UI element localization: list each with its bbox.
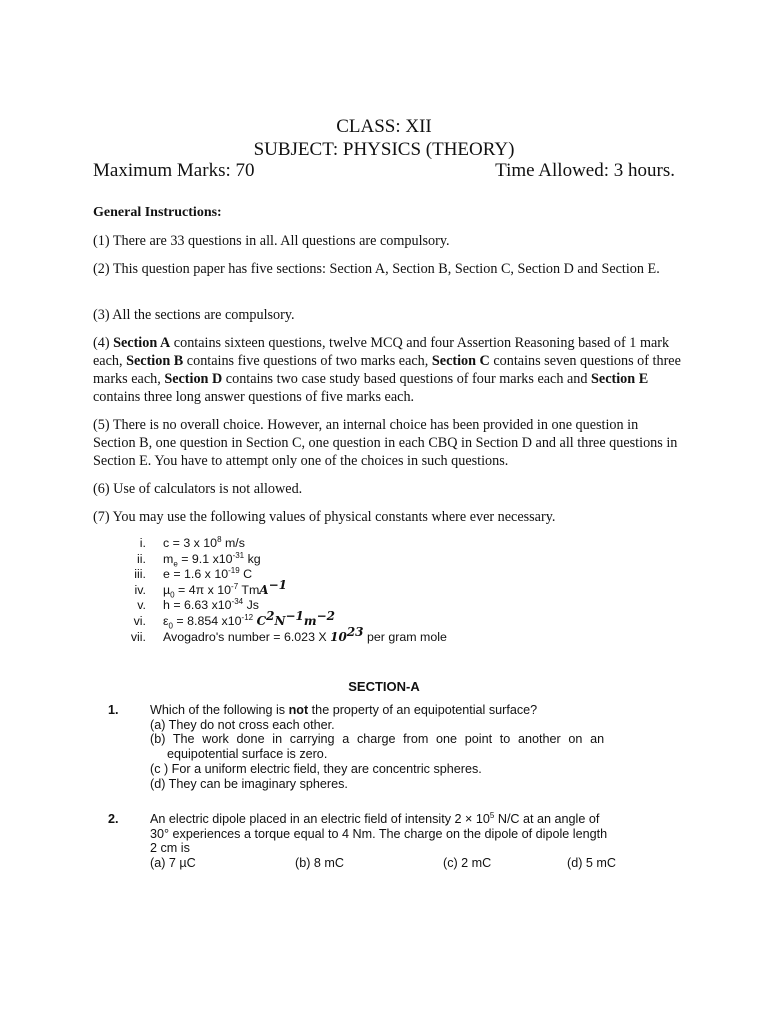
constant-math: A — [259, 582, 269, 597]
question-number: 2. — [108, 812, 119, 826]
constant-exponent: −1 — [285, 608, 304, 623]
instruction-4-text: contains five questions of two marks each, — [183, 353, 432, 369]
constant-subscript: 0 — [168, 621, 173, 631]
constant-text: Avogadro's number = 6.023 X — [163, 629, 331, 644]
question-stem — [150, 812, 635, 827]
constant-text: h = 6.63 x10 — [163, 598, 232, 613]
constant-exponent: 8 — [217, 534, 222, 544]
option-b-text: equipotential surface is zero. — [167, 747, 328, 762]
instruction-2: (2) This question paper has five sections: Section A, Section B, Section C, Section D and Section E. — [93, 261, 660, 277]
section-a-title: SECTION-A — [348, 679, 420, 694]
maximum-marks: Maximum Marks: 70 — [93, 160, 255, 181]
section-d-ref: Section D — [164, 371, 223, 387]
constant-value — [163, 552, 261, 568]
constant-item — [110, 608, 447, 631]
instruction-4-text: contains two case study based questions of four marks each and — [222, 371, 592, 387]
constant-number: vii. — [130, 629, 146, 644]
stem-text: Which of the following is — [150, 703, 289, 717]
constant-exponent: 2 — [266, 608, 275, 623]
instruction-4-text: contains sixteen questions, twelve MCQ and four Assertion Reasoning based of 1 mark each, — [93, 335, 670, 369]
constants-list — [110, 536, 447, 645]
question-body — [150, 812, 635, 871]
instruction-6: (6) Use of calculators is not allowed. — [93, 481, 303, 497]
constant-exponent: −2 — [316, 608, 335, 623]
option-c: (c ) For a uniform electric field, they are concentric spheres. — [150, 761, 482, 776]
constant-item — [110, 536, 447, 552]
instruction-4-text: contains three long answer questions of five marks each. — [93, 389, 415, 405]
constant-number: v. — [137, 598, 146, 613]
stem-text: N/C at an angle of — [494, 812, 600, 826]
constant-unit: m/s — [221, 536, 245, 550]
section-a-ref: Section A — [113, 335, 171, 351]
constant-unit: per gram mole — [363, 629, 447, 644]
constant-text: µ — [163, 582, 171, 597]
constant-text: = 8.854 x10 — [172, 613, 242, 628]
option-b-line — [150, 732, 635, 747]
constant-text: m — [163, 551, 174, 566]
constant-subscript: 0 — [170, 590, 175, 600]
stem-text: An electric dipole placed in an electric field of intensity 2 × 10 — [150, 812, 490, 826]
constant-value — [163, 536, 245, 552]
option-b — [150, 732, 635, 761]
instruction-7: (7) You may use the following values of physical constants where ever necessary. — [93, 509, 556, 525]
constant-text: ε — [163, 613, 169, 628]
stem-exponent: 5 — [489, 810, 495, 820]
constant-subscript: e — [173, 559, 178, 569]
class-title: CLASS: XII — [336, 116, 432, 137]
instruction-5: (5) There is no overall choice. However, an internal choice has been provided in one question in Section B, one question in Section C, one question in each CBQ in Section D and all three questions in Section E. You have to attempt only one of the choices in such questions. — [93, 417, 678, 469]
constant-item — [110, 552, 447, 568]
constant-value — [163, 598, 259, 614]
constant-unit: Tm — [238, 582, 260, 597]
stem-emphasis: not — [288, 703, 309, 717]
constant-value — [163, 567, 252, 583]
option-d: (d) 5 mC — [567, 856, 616, 871]
constant-unit: kg — [244, 551, 261, 566]
constant-text: = 9.1 x10 — [177, 551, 233, 566]
constant-exponent: -12 — [241, 612, 254, 622]
constant-unit: C — [239, 567, 253, 582]
stem-text: the property of an equipotential surface? — [308, 703, 538, 717]
option-a: (a) They do not cross each other. — [150, 717, 335, 732]
instruction-4 — [93, 334, 683, 406]
constant-item — [110, 598, 447, 614]
marks-time-row — [93, 160, 675, 182]
constant-item — [110, 577, 447, 600]
constant-number: vi. — [133, 613, 146, 628]
options-row — [150, 856, 635, 871]
instruction-1: (1) There are 33 questions in all. All questions are compulsory. — [93, 233, 450, 249]
constant-exponent: -19 — [228, 566, 240, 576]
question-2 — [108, 812, 638, 874]
instruction-4-text: (4) — [93, 335, 114, 351]
constant-exponent: -7 — [231, 581, 239, 591]
constant-math: C — [256, 613, 267, 628]
instruction-4-text: contains seven questions of three marks each, — [93, 353, 681, 387]
question-stem — [150, 703, 635, 718]
question-body — [150, 703, 635, 791]
section-e-ref: Section E — [591, 371, 649, 387]
subject-title: SUBJECT: PHYSICS (THEORY) — [253, 139, 515, 160]
question-stem: 2 cm is — [150, 841, 190, 856]
question-number: 1. — [108, 703, 119, 717]
constant-exponent: -34 — [231, 597, 244, 607]
constant-value — [163, 608, 335, 631]
question-stem: 30° experiences a torque equal to 4 Nm. The charge on the dipole of dipole length — [150, 826, 608, 841]
general-instructions-heading: General Instructions: — [93, 205, 222, 220]
constant-number: i. — [139, 536, 146, 550]
constant-number: iv. — [134, 582, 146, 597]
question-1 — [108, 703, 638, 793]
section-b-ref: Section B — [126, 353, 184, 369]
time-allowed: Time Allowed: 3 hours. — [495, 160, 675, 181]
option-b-text: (b) The work done in carrying a charge from one point to another on an — [150, 732, 605, 747]
constant-unit: Js — [243, 598, 259, 613]
constant-value — [163, 577, 287, 600]
constant-math: 10 — [330, 629, 347, 644]
constant-math: N — [274, 613, 286, 628]
constant-exponent: -31 — [232, 550, 245, 560]
constant-text: e = 1.6 x 10 — [163, 567, 229, 582]
instruction-3: (3) All the sections are compulsory. — [93, 307, 295, 323]
constant-exponent: −1 — [268, 577, 287, 592]
constant-text: = 4π x 10 — [174, 582, 232, 597]
option-d: (d) They can be imaginary spheres. — [150, 776, 348, 791]
constant-exponent: 23 — [346, 624, 364, 639]
option-b: (b) 8 mC — [295, 856, 344, 871]
constant-number: ii. — [137, 551, 146, 566]
option-c: (c) 2 mC — [443, 856, 492, 871]
constant-text: c = 3 x 10 — [163, 536, 218, 550]
constant-item — [110, 624, 447, 646]
constant-value — [163, 624, 447, 646]
constant-math: m — [303, 613, 317, 628]
section-c-ref: Section C — [431, 353, 490, 369]
option-a: (a) 7 µC — [150, 856, 196, 871]
constant-number: iii. — [134, 567, 146, 582]
